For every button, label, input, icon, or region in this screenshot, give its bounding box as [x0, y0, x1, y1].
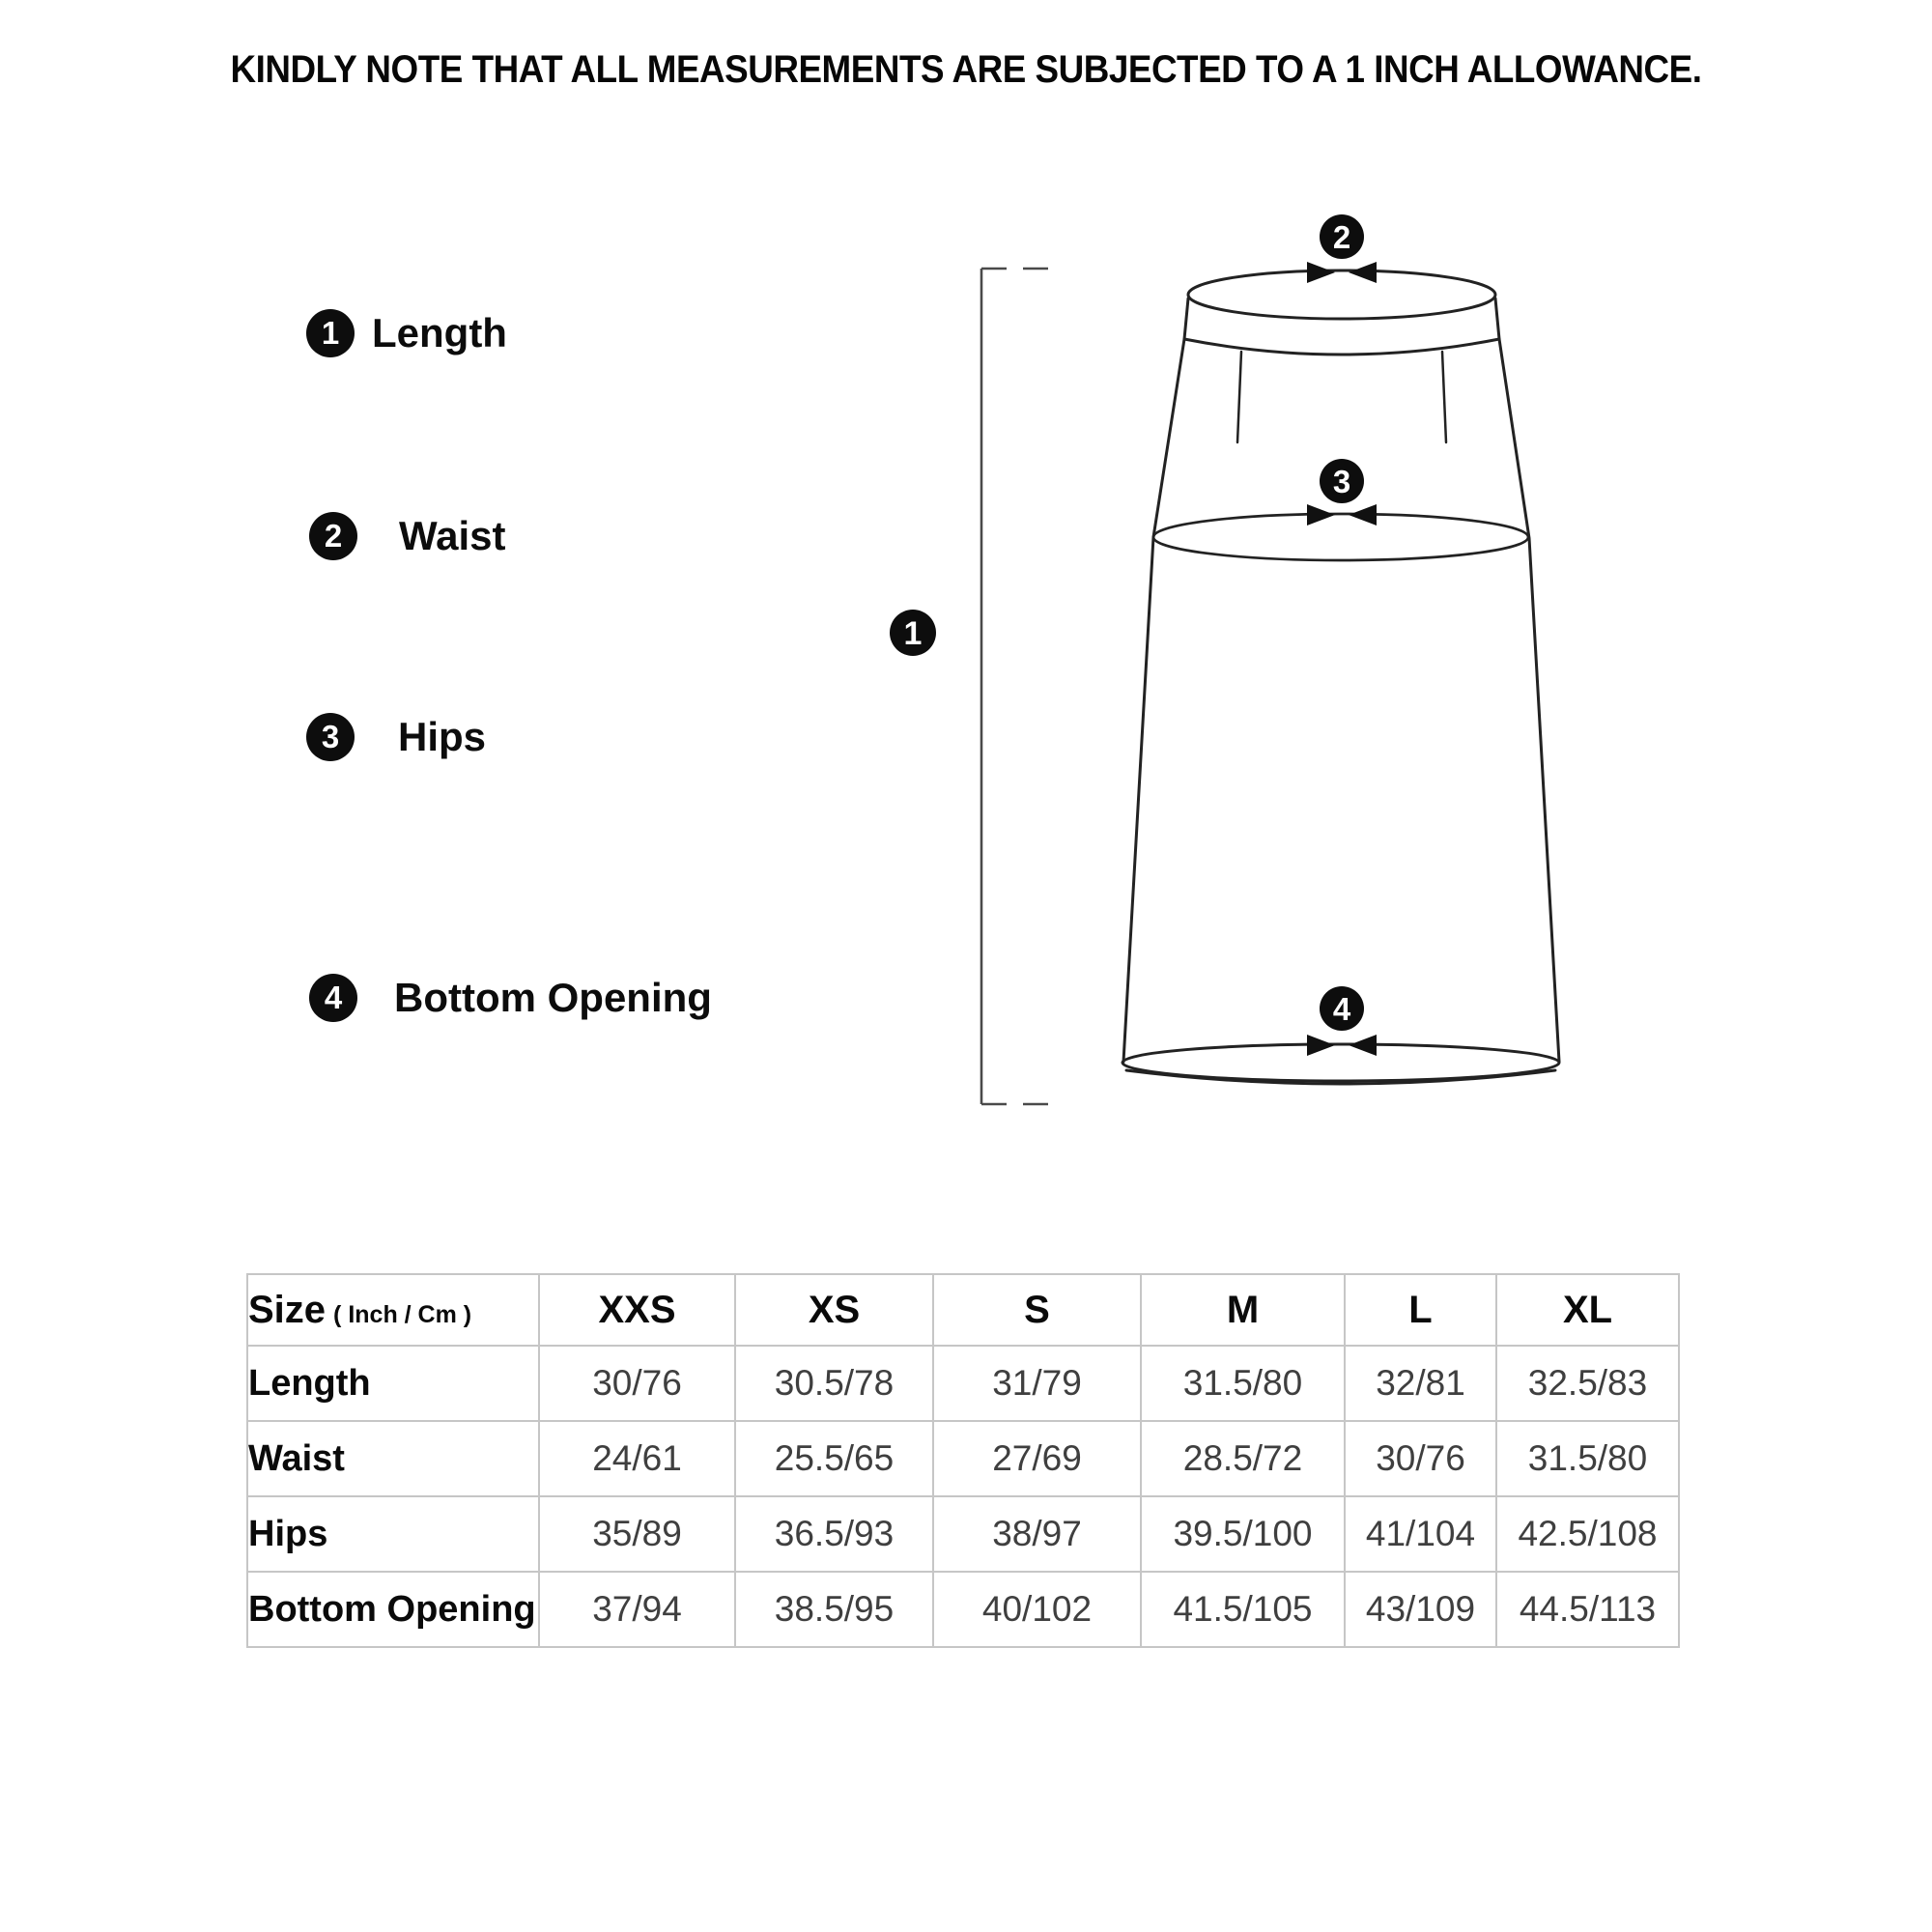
legend-badge-4: 4 [309, 974, 357, 1022]
legend-badge-2: 2 [309, 512, 357, 560]
col-header-s: S [933, 1274, 1141, 1346]
row-label-bottom-opening: Bottom Opening [247, 1572, 539, 1647]
legend-item-waist [309, 507, 505, 565]
legend-label-length: Length [372, 310, 507, 355]
waistband-right-edge [1495, 298, 1499, 339]
waist-l: 30/76 [1345, 1421, 1496, 1496]
bottom-opening-xxs: 37/94 [539, 1572, 735, 1647]
length-s: 31/79 [933, 1346, 1141, 1421]
waist-xxs: 24/61 [539, 1421, 735, 1496]
side-seam-right [1499, 339, 1559, 1062]
length-l: 32/81 [1345, 1346, 1496, 1421]
legend-item-hips [306, 708, 486, 766]
row-label-length: Length [247, 1346, 539, 1421]
waist-measure-arrows-icon [1307, 262, 1377, 283]
hem-ellipse [1122, 1044, 1559, 1081]
marker-3-number: 3 [1332, 464, 1351, 499]
hips-xs: 36.5/93 [735, 1496, 933, 1572]
dart-right [1442, 352, 1446, 442]
col-header-xxs: XXS [539, 1274, 735, 1346]
row-label-hips: Hips [247, 1496, 539, 1572]
table-header-row [247, 1274, 1679, 1346]
table-row-length [247, 1346, 1679, 1421]
marker-3-hips-badge [1320, 459, 1364, 503]
hips-l: 41/104 [1345, 1496, 1496, 1572]
hip-ellipse [1153, 514, 1528, 560]
hips-xxs: 35/89 [539, 1496, 735, 1572]
bottom-opening-xl: 44.5/113 [1496, 1572, 1679, 1647]
size-chart-table [246, 1273, 1680, 1648]
hips-xl: 42.5/108 [1496, 1496, 1679, 1572]
bottom-opening-s: 40/102 [933, 1572, 1141, 1647]
size-unit-label: ( Inch / Cm ) [333, 1300, 472, 1328]
marker-2-waist-badge [1320, 214, 1364, 259]
marker-2-number: 2 [1332, 219, 1351, 255]
hips-s: 38/97 [933, 1496, 1141, 1572]
waistband-bottom [1184, 339, 1499, 355]
waist-xl: 31.5/80 [1496, 1421, 1679, 1496]
bottom-opening-l: 43/109 [1345, 1572, 1496, 1647]
legend-item-length [306, 304, 507, 362]
bottom-opening-m: 41.5/105 [1141, 1572, 1345, 1647]
col-header-xs: XS [735, 1274, 933, 1346]
waistband-left-edge [1184, 298, 1188, 339]
size-header-label: Size [248, 1288, 327, 1331]
table-row-hips [247, 1496, 1679, 1572]
marker-1-length-badge [890, 610, 936, 656]
length-bracket-line [981, 269, 1065, 1104]
size-header-cell [247, 1274, 539, 1346]
col-header-xl: XL [1496, 1274, 1679, 1346]
marker-4-bottom-opening-badge [1320, 986, 1364, 1031]
waist-s: 27/69 [933, 1421, 1141, 1496]
table-row-bottom-opening [247, 1572, 1679, 1647]
waist-m: 28.5/72 [1141, 1421, 1345, 1496]
bottom-opening-xs: 38.5/95 [735, 1572, 933, 1647]
length-xl: 32.5/83 [1496, 1346, 1679, 1421]
col-header-m: M [1141, 1274, 1345, 1346]
length-m: 31.5/80 [1141, 1346, 1345, 1421]
row-label-waist: Waist [247, 1421, 539, 1496]
legend-label-bottom-opening: Bottom Opening [394, 975, 712, 1020]
hips-m: 39.5/100 [1141, 1496, 1345, 1572]
waist-xs: 25.5/65 [735, 1421, 933, 1496]
side-seam-left [1123, 339, 1184, 1062]
legend-item-bottom-opening [309, 969, 712, 1027]
marker-4-number: 4 [1332, 991, 1351, 1027]
skirt-outline [1122, 270, 1559, 1084]
allowance-note: KINDLY NOTE THAT ALL MEASUREMENTS ARE SUBJECTED TO A 1 INCH ALLOWANCE. [230, 48, 1702, 91]
legend-badge-3: 3 [306, 713, 355, 761]
table-row-waist [247, 1421, 1679, 1496]
waist-ellipse [1188, 270, 1495, 319]
legend-badge-1: 1 [306, 309, 355, 357]
legend-label-waist: Waist [399, 513, 506, 558]
length-xxs: 30/76 [539, 1346, 735, 1421]
length-xs: 30.5/78 [735, 1346, 933, 1421]
legend-label-hips: Hips [398, 714, 487, 759]
col-header-l: L [1345, 1274, 1496, 1346]
marker-1-number: 1 [903, 615, 923, 652]
dart-left [1237, 352, 1241, 442]
